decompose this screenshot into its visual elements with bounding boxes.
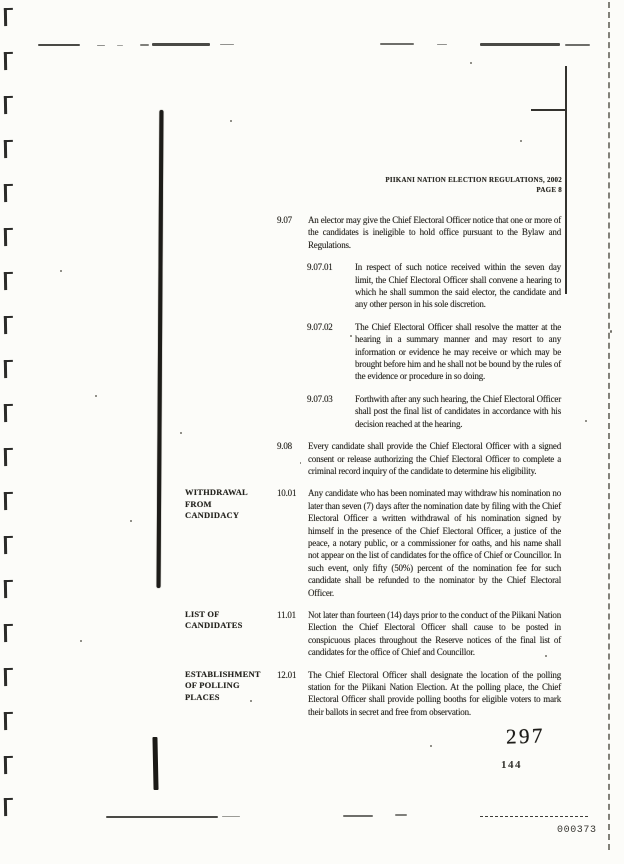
scan-smudge-line (565, 44, 590, 46)
clause-11-01-list-of-candidates (185, 609, 561, 659)
binding-mark (4, 316, 13, 334)
clause-9-07 (185, 214, 561, 251)
scan-speck (520, 140, 522, 142)
scan-smudge-line (480, 43, 560, 46)
scan-speck (60, 270, 62, 272)
binding-mark (4, 624, 13, 642)
footer-dashed-line (480, 816, 588, 817)
side-label-line: CANDIDATES (185, 620, 243, 631)
clause-text: Forthwith after any such hearing, the Chief Electoral Officer shall post the final list of candidates in accordance with his decision reached at the hearing. (355, 393, 561, 429)
scan-speck (430, 745, 432, 747)
handwritten-page-number: 297 (505, 723, 546, 749)
clause-text: Every candidate shall provide the Chief Electoral Officer with a signed consent or release authorizing the Chief Electoral Officer to complete a criminal record inquiry of the candidate to determine his eligibility. (308, 441, 561, 476)
binding-mark (4, 140, 13, 158)
clause-number: 12.01 (277, 669, 297, 680)
binding-mark (4, 184, 13, 202)
clause-number: 10.01 (277, 488, 297, 499)
scan-smudge-line (395, 814, 407, 816)
scan-speck (180, 432, 182, 434)
clause-number: 11.01 (277, 609, 296, 620)
page-label: PAGE 8 (536, 185, 562, 194)
binding-mark (4, 448, 13, 466)
binding-mark (4, 756, 13, 774)
binding-mark (4, 96, 13, 114)
side-label-establishment-of-polling-places (185, 669, 285, 704)
scan-speck (130, 520, 132, 522)
bates-stamp-number: 000373 (557, 825, 597, 836)
scan-smudge-line (152, 43, 210, 46)
clause-number: 9.08 (277, 441, 292, 452)
scan-smudge-line (117, 45, 123, 46)
scan-speck (470, 62, 472, 64)
clause-text: Not later than fourteen (14) days prior to the conduct of the Piikani Nation Election the Chief Electoral Officer shall cause to be posted in conspicuous places throughout the Reserve notices of the final list of candidates for the office of Chief and Councillor. (308, 609, 561, 658)
page-edge-dotted-line (608, 2, 610, 850)
scan-smudge-line (222, 816, 240, 817)
side-label-line: PLACES (185, 691, 220, 702)
binding-mark (4, 272, 13, 290)
scan-smudge-line (380, 43, 414, 45)
scan-speck (80, 640, 82, 642)
binding-mark (4, 668, 13, 686)
binding-mark (4, 536, 13, 554)
side-label-line: CANDIDACY (185, 510, 240, 521)
clause-12-01-polling-places (185, 669, 561, 719)
scan-smudge-line (140, 44, 149, 46)
clause-text: Any candidate who has been nominated may withdraw his nomination no later than seven (7) days after the nomination date by filing with the Chief Electoral Officer a written withdrawal of his nomination signed by himself in the presence of the Chief Electoral Officer, a justice of the peace, a notary public, or a commissioner for oaths, and his name shall not appear on the list of candidates for the office of Chief or Councillor. In such event, only fifty (50%) percent of the nomination fee for such candidate shall be refunded to the nominator by the Chief Electoral Officer. (308, 488, 561, 598)
side-label-line: ESTABLISHMENT (185, 668, 261, 679)
side-label-line: WITHDRAWAL (185, 487, 248, 498)
clause-number: 9.07 (277, 215, 292, 225)
clause-text: The Chief Electoral Officer shall resolve the matter at the hearing in a summary manner and may resort to any information or evidence he may receive or which may be brought before him and he shall not be bound by the rules of the evidence or procedure in so doing. (355, 321, 561, 382)
binding-mark (4, 360, 13, 378)
scan-smudge-line (106, 816, 218, 818)
clause-number: 9.07.03 (307, 393, 333, 404)
scan-speck (95, 395, 97, 397)
clause-9-07-03 (185, 393, 561, 430)
binding-mark (4, 404, 13, 422)
side-label-line: LIST OF (185, 608, 220, 619)
clause-10-01-withdrawal (185, 487, 561, 599)
binding-mark (4, 492, 13, 510)
right-scan-tick (531, 109, 566, 111)
scan-smudge-line (437, 44, 447, 45)
side-label-line: FROM (185, 498, 212, 509)
clause-number: 9.07.01 (307, 262, 333, 273)
binding-mark (4, 580, 13, 598)
binding-mark (4, 8, 13, 26)
side-label-list-of-candidates (185, 609, 285, 632)
right-scan-line (565, 66, 567, 294)
scan-speck (230, 120, 232, 122)
clause-9-07-02 (185, 321, 561, 383)
clause-list (185, 214, 561, 728)
typed-page-number: 144 (501, 759, 522, 771)
binding-mark (4, 712, 13, 730)
scan-speck (585, 420, 587, 422)
binding-crease-line (157, 110, 164, 588)
binding-mark (4, 798, 13, 816)
scan-smudge-line (38, 44, 80, 46)
scan-smudge-line (220, 44, 234, 45)
side-label-withdrawal-from-candidacy (185, 487, 285, 522)
binding-mark (4, 52, 13, 70)
binding-crease-mark (152, 737, 158, 790)
clause-9-07-01 (185, 261, 561, 311)
clause-number: 9.07.02 (307, 321, 333, 332)
scan-smudge-line (343, 815, 373, 817)
side-label-line: OF POLLING (185, 680, 240, 691)
scan-speck (610, 330, 612, 333)
document-title: PIIKANI NATION ELECTION REGULATIONS, 2002 (385, 176, 562, 184)
binding-mark (4, 228, 13, 246)
clause-text: The Chief Electoral Officer shall designate the location of the polling station for the Piikani Nation Election. At the polling place, the Chief Electoral Officer shall provide polling booths for eligible voters to mark their ballots in secret and free from observation. (308, 669, 561, 717)
scan-smudge-line (97, 45, 105, 46)
clause-9-08 (185, 440, 561, 477)
document-header (385, 176, 562, 195)
clause-text: An elector may give the Chief Electoral Officer notice that one or more of the candidates is ineligible to hold office pursuant to the Bylaw and Regulations. (308, 215, 561, 250)
clause-text: In respect of such notice received within the seven day limit, the Chief Electoral Officer shall convene a hearing to which he shall summon the said elector, the candidate and any other person in his sole discretion. (355, 262, 561, 310)
